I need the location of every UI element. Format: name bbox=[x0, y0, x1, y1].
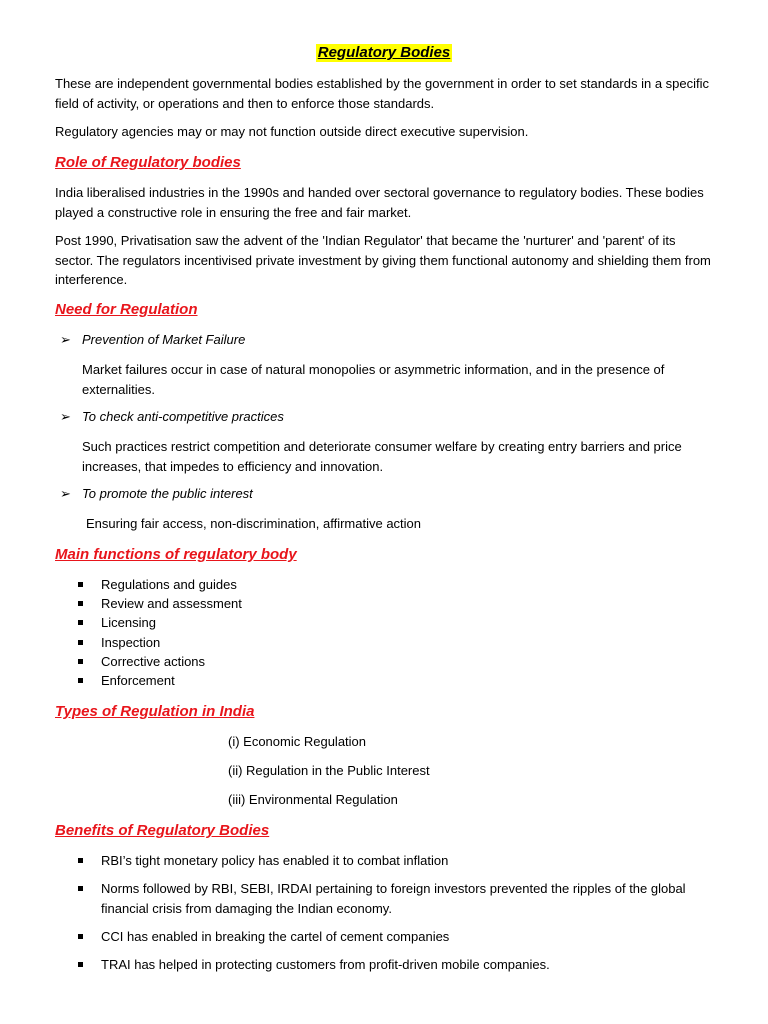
need-item-2 bbox=[60, 408, 284, 426]
need-item-title: Prevention of Market Failure bbox=[82, 332, 246, 347]
square-bullet-icon bbox=[78, 601, 83, 606]
need-item-body: Such practices restrict competition and deteriorate consumer welfare by creating entry barriers and price increases, that impedes to efficiency and innovation. bbox=[82, 439, 682, 474]
heading-role: Role of Regulatory bodies bbox=[55, 154, 241, 171]
square-bullet-icon bbox=[78, 858, 83, 863]
intro-paragraph-1: These are independent governmental bodies established by the government in order to set standards in a specific field of activity, or operations and then to enforce those standards. bbox=[55, 76, 710, 111]
need-item-title: To check anti-competitive practices bbox=[82, 409, 284, 424]
role-paragraph-1: India liberalised industries in the 1990s and handed over sectoral governance to regulatory bodies. These bodies played a constructive role in ensuring the free and fair market. bbox=[55, 185, 704, 220]
heading-benefits: Benefits of Regulatory Bodies bbox=[55, 822, 270, 839]
square-bullet-icon bbox=[78, 886, 83, 891]
type-item: (i) Economic Regulation bbox=[228, 734, 367, 749]
arrow-bullet-icon: ➢ bbox=[60, 409, 71, 424]
benefit-item: Norms followed by RBI, SEBI, IRDAI pertaining to foreign investors prevented the ripples of the global financial crisis from damaging the Indian economy. bbox=[78, 879, 718, 918]
arrow-bullet-icon: ➢ bbox=[60, 486, 71, 501]
need-item-1 bbox=[60, 331, 245, 349]
heading-functions: Main functions of regulatory body bbox=[55, 546, 297, 563]
title-wrap bbox=[0, 44, 768, 62]
function-item: Inspection bbox=[78, 633, 718, 653]
heading-need: Need for Regulation bbox=[55, 301, 198, 318]
type-item: (iii) Environmental Regulation bbox=[228, 792, 398, 807]
square-bullet-icon bbox=[78, 659, 83, 664]
benefit-item: RBI’s tight monetary policy has enabled it to combat inflation bbox=[78, 851, 718, 871]
function-item: Licensing bbox=[78, 613, 718, 633]
arrow-bullet-icon: ➢ bbox=[60, 332, 71, 347]
need-item-body: Market failures occur in case of natural monopolies or asymmetric information, and in the presence of externalities. bbox=[82, 362, 665, 397]
benefit-item: CCI has enabled in breaking the cartel of cement companies bbox=[78, 927, 718, 947]
need-item-body: Ensuring fair access, non-discrimination, affirmative action bbox=[86, 516, 422, 531]
square-bullet-icon bbox=[78, 640, 83, 645]
square-bullet-icon bbox=[78, 620, 83, 625]
type-item: (ii) Regulation in the Public Interest bbox=[228, 763, 430, 778]
need-item-3 bbox=[60, 485, 253, 503]
role-paragraph-2: Post 1990, Privatisation saw the advent of the 'Indian Regulator' that became the 'nurturer' and 'parent' of its sector. The regulators incentivised private investment by giving them functional autonomy and shielding them from interference. bbox=[55, 233, 711, 287]
intro-paragraph-2: Regulatory agencies may or may not function outside direct executive supervision. bbox=[55, 124, 529, 139]
function-item: Corrective actions bbox=[78, 652, 718, 672]
benefit-item: TRAI has helped in protecting customers from profit-driven mobile companies. bbox=[78, 955, 718, 975]
need-item-title: To promote the public interest bbox=[82, 486, 253, 501]
function-item: Review and assessment bbox=[78, 594, 718, 614]
function-item: Enforcement bbox=[78, 671, 718, 691]
square-bullet-icon bbox=[78, 962, 83, 967]
square-bullet-icon bbox=[78, 934, 83, 939]
page-title: Regulatory Bodies bbox=[317, 44, 451, 61]
heading-types: Types of Regulation in India bbox=[55, 703, 255, 720]
square-bullet-icon bbox=[78, 678, 83, 683]
function-item: Regulations and guides bbox=[78, 575, 718, 595]
square-bullet-icon bbox=[78, 582, 83, 587]
